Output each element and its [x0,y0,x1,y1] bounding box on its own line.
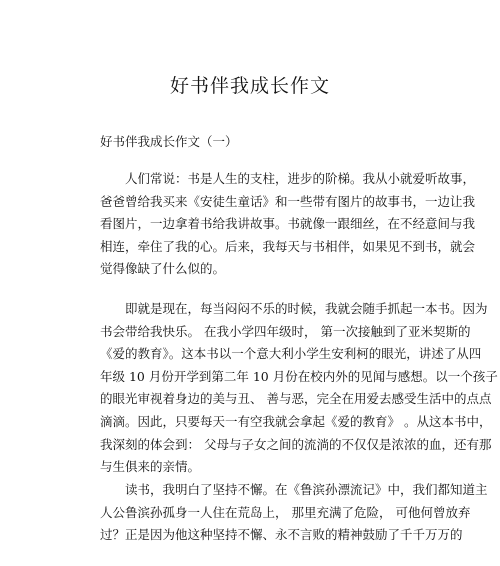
paragraph-line: 相连，牵住了我的心。后来，我每天与书相伴，如果见不到书，就会 [100,238,476,254]
paragraph-line: 读书，我明白了坚持不懈。在《鲁滨孙漂流记》中，我们都知道主 [125,482,488,497]
paragraph-line: 人公鲁滨孙孤身一人住在荒岛上， 那里充满了危险， 可他何曾放弃 [100,504,471,520]
paragraph-line: 爸爸曾给我买来《安徒生童话》和一些带有图片的故事书，一边让我 [100,193,476,209]
paragraph-line: 《爱的教育》。这本书以一个意大利小学生安利柯的眼光，讲述了从四 [100,346,482,362]
paragraph-1 [100,168,476,281]
paragraph-line: 的眼光审视着身边的美与丑、 善与恶，完全在用爱去感受生活中的点点 [100,391,492,407]
paragraph-line: 即就是现在，每当闷闷不乐的时候，我就会随手抓起一本书。因为 [125,301,488,316]
paragraph-line: 过？正是因为他这种坚持不懈、永不言败的精神鼓励了千千万万的 [100,527,463,543]
paragraph-line: 人们常说：书是人生的支柱，进步的阶梯。我从小就爱听故事， [125,171,476,186]
paragraph-line: 书会带给我快乐。 在我小学四年级时， 第一次接触到了亚米契斯的 [100,323,471,339]
paragraph-line: 我深刻的体会到： 父母与子女之间的流淌的不仅仅是浓浓的血，还有那 [100,436,492,452]
section-heading: 好书伴我成长作文（一） [100,134,238,149]
paragraph-line: 觉得像缺了什么似的。 [100,261,226,277]
paragraph-line: 滴滴。因此，只要每天一有空我就会拿起《爱的教育》 。从这本书中， [100,413,492,429]
paragraph-2 [100,298,498,479]
paragraph-line: 看图片，一边拿着书给我讲故事。书就像一跟细丝，在不经意间与我 [100,216,476,232]
paragraph-line: 年级 10 月份开学到第二年 10 月份在校内外的见闻与感想。以一个孩子 [100,368,498,384]
paragraph-line: 与生俱来的亲情。 [100,459,201,475]
document-title: 好书伴我成长作文 [169,75,330,97]
paragraph-3 [100,479,488,547]
